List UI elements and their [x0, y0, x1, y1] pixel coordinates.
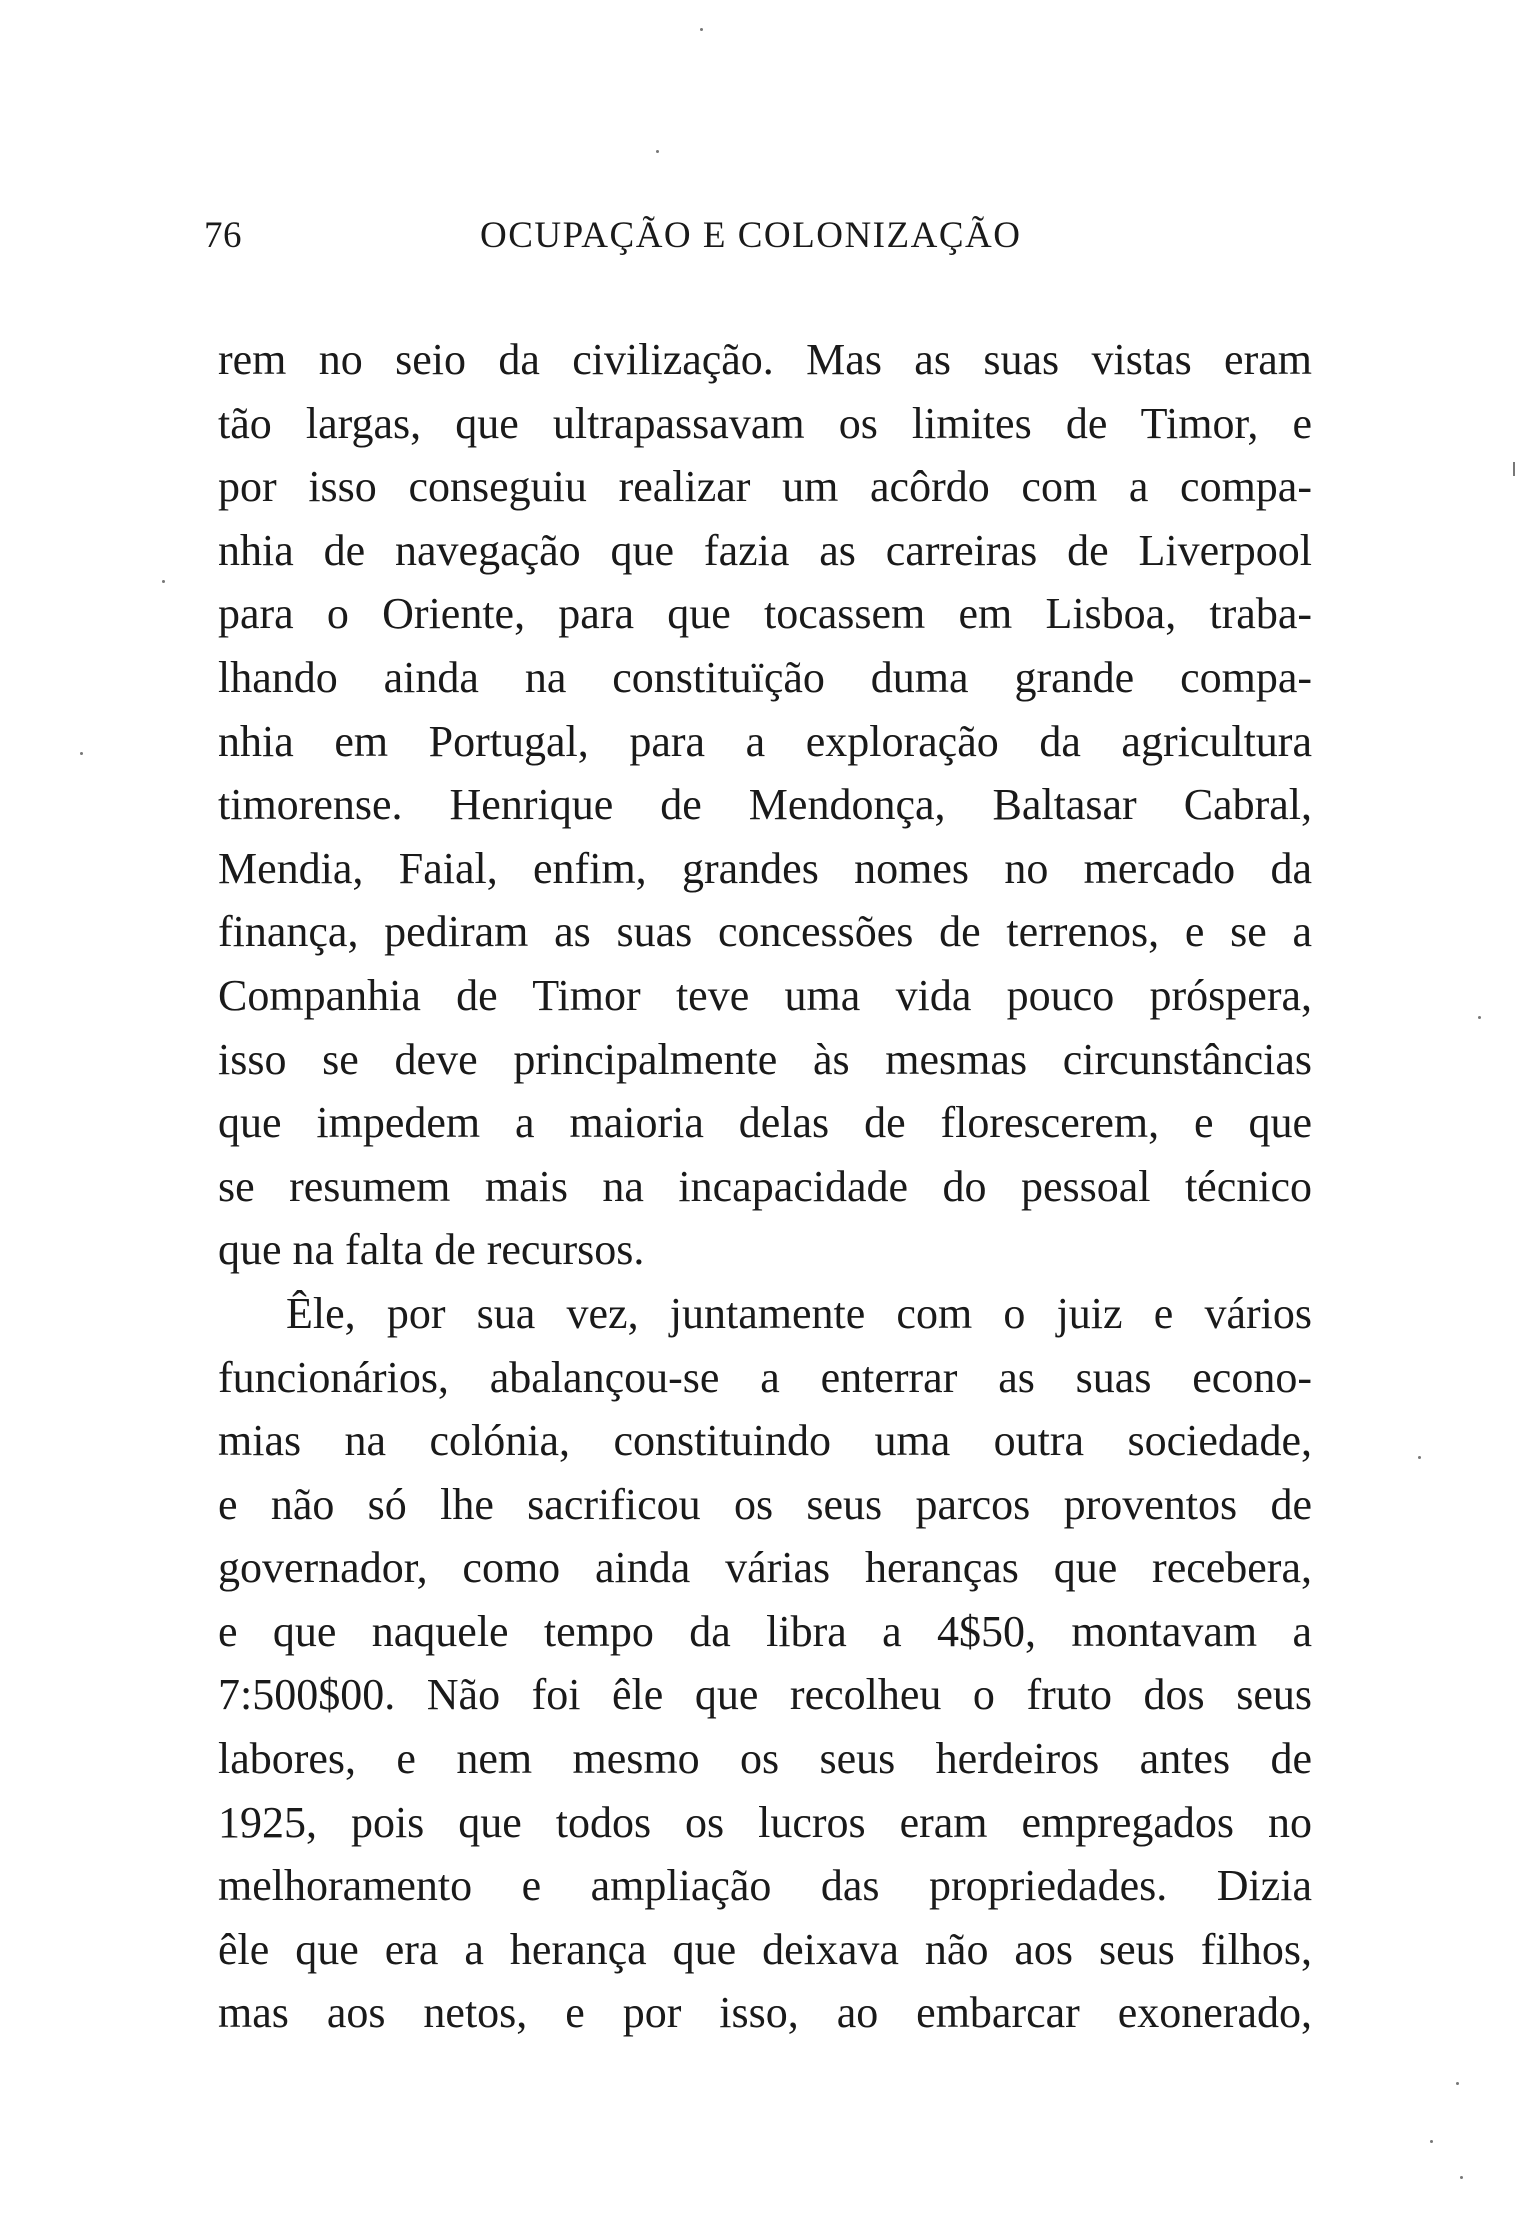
- scan-speck: [656, 150, 659, 153]
- text-line: finança, pediram as suas concessões de terrenos, e se a: [218, 907, 1312, 957]
- text-line: que impedem a maioria delas de florescerem, e que: [218, 1098, 1312, 1148]
- text-line: 7:500$00. Não foi êle que recolheu o fruto dos seus: [218, 1670, 1312, 1720]
- text-line: isso se deve principalmente às mesmas circunstâncias: [218, 1034, 1312, 1084]
- paragraph-1: [218, 328, 1312, 1282]
- text-line: labores, e nem mesmo os seus herdeiros antes de: [218, 1734, 1312, 1784]
- text-line: nhia em Portugal, para a exploração da agricultura: [218, 716, 1312, 766]
- text-line: êle que era a herança que deixava não aos seus filhos,: [218, 1924, 1312, 1974]
- text-line: por isso conseguiu realizar um acôrdo com a compa-: [218, 462, 1312, 512]
- scan-speck: [1513, 462, 1515, 476]
- text-line: se resumem mais na incapacidade do pessoal técnico: [218, 1161, 1312, 1211]
- paragraph-2: [218, 1282, 1312, 2045]
- scan-speck: [80, 752, 83, 755]
- body-text: [218, 328, 1312, 2045]
- text-line: nhia de navegação que fazia as carreiras de Liverpool: [218, 525, 1312, 575]
- scan-speck: [1456, 2082, 1459, 2085]
- text-line: tão largas, que ultrapassavam os limites de Timor, e: [218, 398, 1312, 448]
- text-line: e que naquele tempo da libra a 4$50, montavam a: [218, 1606, 1312, 1656]
- page-header: [204, 214, 1314, 270]
- text-line: melhoramento e ampliação das propriedades. Dizia: [218, 1861, 1312, 1911]
- text-line: mas aos netos, e por isso, ao embarcar exonerado,: [218, 1988, 1312, 2038]
- text-line: timorense. Henrique de Mendonça, Baltasar Cabral,: [218, 780, 1312, 830]
- text-line: Companhia de Timor teve uma vida pouco próspera,: [218, 970, 1312, 1020]
- text-line: 1925, pois que todos os lucros eram empregados no: [218, 1797, 1312, 1847]
- text-line: governador, como ainda várias heranças que recebera,: [218, 1543, 1312, 1593]
- scan-speck: [162, 580, 165, 583]
- text-line: lhando ainda na constituïção duma grande compa-: [218, 652, 1312, 702]
- text-line: rem no seio da civilização. Mas as suas vistas eram: [218, 335, 1312, 384]
- text-line: Êle, por sua vez, juntamente com o juiz e vários: [286, 1288, 1312, 1338]
- scan-speck: [1418, 1456, 1421, 1459]
- running-title: OCUPAÇÃO E COLONIZAÇÃO: [480, 215, 1022, 256]
- text-line: mias na colónia, constituindo uma outra sociedade,: [218, 1416, 1312, 1466]
- scan-speck: [1478, 1016, 1481, 1019]
- page-number: 76: [204, 215, 242, 256]
- scan-speck: [700, 28, 703, 31]
- text-line: Mendia, Faial, enfim, grandes nomes no mercado da: [218, 843, 1312, 893]
- text-line: que na falta de recursos.: [218, 1225, 645, 1275]
- text-line: funcionários, abalançou-se a enterrar as suas econo-: [218, 1352, 1312, 1402]
- scan-speck: [1460, 2176, 1463, 2179]
- text-line: e não só lhe sacrificou os seus parcos proventos de: [218, 1479, 1312, 1529]
- text-line: para o Oriente, para que tocassem em Lisboa, traba-: [218, 589, 1312, 639]
- scan-speck: [1430, 2140, 1433, 2143]
